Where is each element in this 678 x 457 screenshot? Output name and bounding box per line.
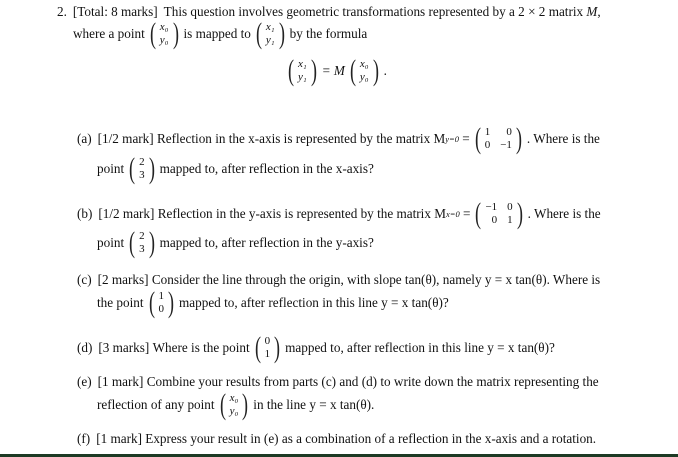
question-number: 2. [57, 4, 67, 19]
part-b-line-2: point ( 2 3 ) mapped to, after reflection in the y-axis? [97, 226, 374, 259]
vector-x0-y0: ( x₀ y₀ ) [149, 17, 179, 50]
question-intro-line-2 [73, 19, 367, 49]
part-e-line-2: reflection of any point ( x₀ y₀ ) in the line y = x tan(θ). [97, 388, 375, 421]
part-marks: [1/2 mark] [98, 206, 155, 221]
point-vector: ( 2 3 ) [129, 152, 155, 185]
part-label: (a) [77, 131, 92, 146]
part-marks: [2 marks] [97, 272, 149, 287]
question-marks: [Total: 8 marks] [72, 4, 158, 19]
intro-text: by the formula [289, 26, 368, 41]
point-vector: ( 2 3 ) [129, 226, 155, 259]
part-label: (c) [77, 272, 92, 287]
part-text: . Where is the [527, 206, 601, 221]
part-label: (b) [77, 206, 93, 221]
matrix-reflect-y: ( −1 0 0 1 ) [475, 197, 523, 230]
part-b-line-1: (b) [1/2 mark] Reflection in the y-axis is represented by the matrix M x=0 = ( −1 0 0 1 ) . Where is the [77, 197, 601, 230]
part-text: mapped to, after reflection in the x-axis? [159, 161, 374, 176]
matrix-reflect-x: ( 1 0 0 −1 ) [474, 122, 522, 155]
question-header-line: 2. [Total: 8 marks] This question involves geometric transformations represented by a 2 × 2 matrix M , [57, 4, 601, 19]
part-marks: [1/2 mark] [97, 131, 154, 146]
question-intro: This question involves geometric transformations represented by a 2 × 2 matrix [163, 4, 584, 19]
intro-text: where a point [73, 26, 145, 41]
part-text: Combine your results from parts (c) and (d) to write down the matrix representing the [146, 374, 599, 389]
part-text: mapped to, after reflection in the y-axis? [159, 235, 374, 250]
part-text: in the line y = x tan(θ). [253, 397, 375, 412]
formula-equals: = M [321, 63, 345, 78]
part-text: Reflection in the x-axis is represented by the matrix M [156, 131, 446, 146]
point-vector: ( 0 1 ) [254, 331, 281, 364]
part-label: (f) [77, 431, 91, 446]
matrix-symbol: M [586, 4, 598, 19]
part-label: (d) [77, 340, 93, 355]
part-text: Reflection in the y-axis is represented by the matrix M [157, 206, 446, 221]
part-e-line-1 [77, 374, 599, 390]
part-text: mapped to, after reflection in this line y = x tan(θ)? [285, 340, 555, 355]
part-f-line-1 [77, 431, 596, 447]
part-marks: [1 mark] [96, 431, 142, 446]
part-label: (e) [77, 374, 92, 389]
part-text: mapped to, after reflection in this line y = x tan(θ)? [179, 295, 449, 310]
part-text: Consider the line through the origin, with slope tan(θ), namely y = x tan(θ). Where is [151, 272, 601, 287]
part-c-line-1 [77, 272, 600, 288]
part-text: Where is the point [152, 340, 250, 355]
part-text: . Where is the [526, 131, 600, 146]
part-d-line-1 [77, 333, 555, 363]
part-marks: [3 marks] [98, 340, 150, 355]
part-a-line-2: point ( 2 3 ) mapped to, after reflection in the x-axis? [97, 152, 374, 185]
part-a-line-1: (a) [1/2 mark] Reflection in the x-axis is represented by the matrix M y=0 = ( 1 0 0 −1 ) . Where is the [77, 122, 600, 155]
display-formula: ( x₁ y₁ ) = M ( x₀ y₀ ) . [288, 54, 387, 87]
intro-text: is mapped to [183, 26, 251, 41]
part-text: Express your result in (e) as a combination of a reflection in the x-axis and a rotation. [145, 431, 597, 446]
vector-x1-y1: ( x₁ y₁ ) [255, 17, 285, 50]
point-vector: ( 1 0 ) [148, 286, 175, 319]
part-c-line-2: the point ( 1 0 ) mapped to, after reflection in this line y = x tan(θ)? [97, 286, 449, 319]
part-marks: [1 mark] [97, 374, 144, 389]
point-vector: ( x₀ y₀ ) [219, 388, 249, 421]
